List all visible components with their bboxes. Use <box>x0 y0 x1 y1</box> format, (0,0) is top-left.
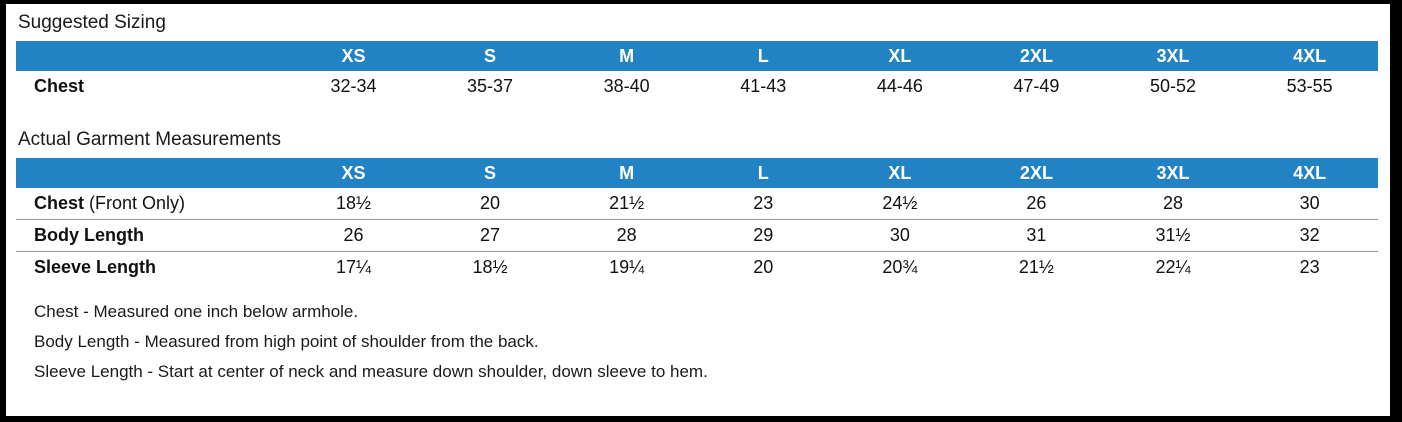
cell-body-length-2xl: 31 <box>968 220 1105 252</box>
row-label-chest <box>16 71 285 102</box>
column-header-s: S <box>422 158 559 188</box>
cell-chest-xl: 44-46 <box>832 71 969 102</box>
cell-chest-s: 35-37 <box>422 71 559 102</box>
cell-chest-xs: 32-34 <box>285 71 422 102</box>
size-chart-card <box>6 4 1390 416</box>
column-header-3xl: 3XL <box>1105 158 1242 188</box>
note-body-length: Body Length - Measured from high point of shoulder from the back. <box>34 332 539 351</box>
table-row <box>16 252 1378 284</box>
cell-body-length-4xl: 32 <box>1241 220 1378 252</box>
cell-sleeve-length-xs: 17¼ <box>285 252 422 284</box>
table-row <box>16 220 1378 252</box>
row-label-text: Chest <box>34 193 85 213</box>
column-header-rowlabel <box>16 41 285 71</box>
row-label-chest-front-only <box>16 188 285 220</box>
column-header-m: M <box>558 158 695 188</box>
cell-chest-s: 20 <box>422 188 559 220</box>
cell-chest-3xl: 50-52 <box>1105 71 1242 102</box>
cell-chest-xs: 18½ <box>285 188 422 220</box>
cell-chest-3xl: 28 <box>1105 188 1242 220</box>
table-row <box>16 188 1378 220</box>
column-header-4xl: 4XL <box>1241 158 1378 188</box>
column-header-4xl: 4XL <box>1241 41 1378 71</box>
cell-sleeve-length-m: 19¼ <box>558 252 695 284</box>
cell-sleeve-length-4xl: 23 <box>1241 252 1378 284</box>
note-sleeve-length: Sleeve Length - Start at center of neck and measure down shoulder, down sleeve to hem. <box>34 362 708 381</box>
cell-body-length-xs: 26 <box>285 220 422 252</box>
table-row <box>16 71 1378 102</box>
suggested-sizing-title: Suggested Sizing <box>18 12 166 33</box>
row-label-text: Body Length <box>34 225 144 245</box>
cell-sleeve-length-xl: 20¾ <box>832 252 969 284</box>
row-label-body-length <box>16 220 285 252</box>
row-label-subtext: (Front Only) <box>84 193 186 213</box>
cell-chest-4xl: 53-55 <box>1241 71 1378 102</box>
cell-chest-4xl: 30 <box>1241 188 1378 220</box>
garment-measurements-header-row <box>16 158 1378 188</box>
cell-body-length-xl: 30 <box>832 220 969 252</box>
note-chest: Chest - Measured one inch below armhole. <box>34 302 359 321</box>
row-label-sleeve-length <box>16 252 285 284</box>
cell-chest-m: 21½ <box>558 188 695 220</box>
cell-chest-2xl: 47-49 <box>968 71 1105 102</box>
column-header-l: L <box>695 158 832 188</box>
measurement-notes <box>16 297 1380 387</box>
cell-body-length-m: 28 <box>558 220 695 252</box>
suggested-sizing-table <box>16 41 1378 102</box>
row-label-text: Sleeve Length <box>34 257 157 277</box>
cell-chest-2xl: 26 <box>968 188 1105 220</box>
column-header-xl: XL <box>832 41 969 71</box>
section-spacer <box>16 102 1380 127</box>
garment-measurements-title: Actual Garment Measurements <box>18 129 281 150</box>
cell-body-length-s: 27 <box>422 220 559 252</box>
column-header-s: S <box>422 41 559 71</box>
cell-sleeve-length-2xl: 21½ <box>968 252 1105 284</box>
column-header-xl: XL <box>832 158 969 188</box>
cell-chest-l: 41-43 <box>695 71 832 102</box>
column-header-rowlabel <box>16 158 285 188</box>
cell-body-length-3xl: 31½ <box>1105 220 1242 252</box>
cell-body-length-l: 29 <box>695 220 832 252</box>
row-label-text: Chest <box>34 76 85 96</box>
garment-measurements-table <box>16 158 1378 283</box>
suggested-sizing-header-row <box>16 41 1378 71</box>
column-header-m: M <box>558 41 695 71</box>
cell-sleeve-length-s: 18½ <box>422 252 559 284</box>
column-header-3xl: 3XL <box>1105 41 1242 71</box>
cell-sleeve-length-l: 20 <box>695 252 832 284</box>
cell-chest-m: 38-40 <box>558 71 695 102</box>
cell-chest-l: 23 <box>695 188 832 220</box>
column-header-xs: XS <box>285 41 422 71</box>
column-header-l: L <box>695 41 832 71</box>
cell-chest-xl: 24½ <box>832 188 969 220</box>
column-header-xs: XS <box>285 158 422 188</box>
cell-sleeve-length-3xl: 22¼ <box>1105 252 1242 284</box>
column-header-2xl: 2XL <box>968 41 1105 71</box>
column-header-2xl: 2XL <box>968 158 1105 188</box>
